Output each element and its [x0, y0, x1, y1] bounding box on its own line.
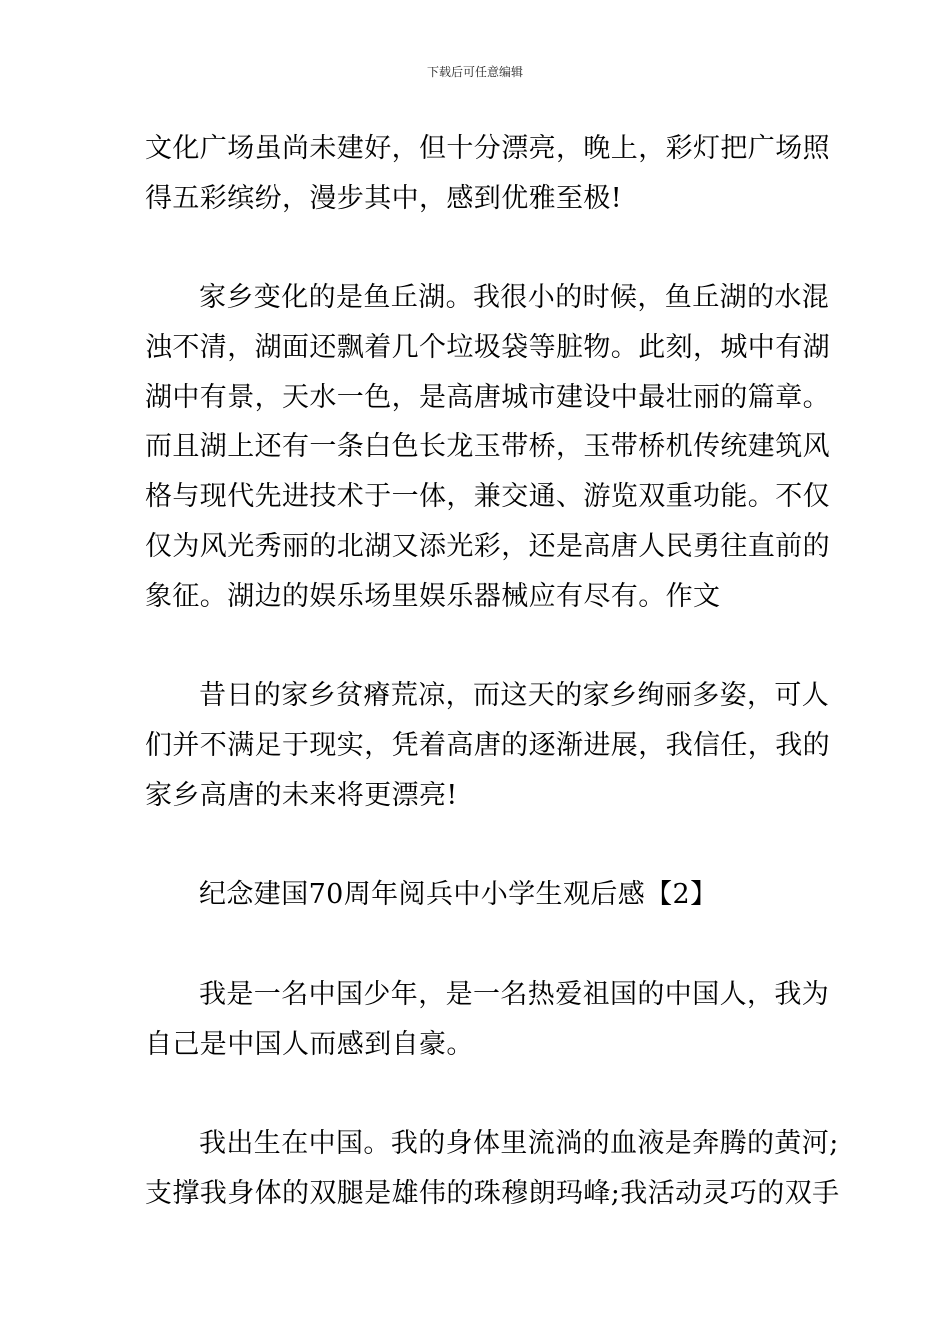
text-line: 浊不清，湖面还飘着几个垃圾袋等脏物。此刻，城中有湖 [145, 332, 830, 364]
text-line: 湖中有景，天水一色，是高唐城市建设中最壮丽的篇章。 [145, 381, 830, 413]
text-line: 们并不满足于现实，凭着高唐的逐渐进展，我信任，我的 [145, 729, 830, 761]
text-line: 格与现代先进技术于一体，兼交通、游览双重功能。不仅 [145, 481, 830, 513]
text-line: 得五彩缤纷，漫步其中，感到优雅至极! [145, 182, 623, 214]
text-line: 自己是中国人而感到自豪。 [145, 1028, 474, 1060]
document-body [145, 124, 840, 1219]
text-line: 家乡变化的是鱼丘湖。我很小的时候，鱼丘湖的水混 [199, 282, 830, 314]
text-line: 家乡高唐的未来将更漂亮! [145, 779, 458, 811]
paragraph-spacer [145, 621, 810, 671]
section-title: 纪念建国70周年阅兵中小学生观后感【2】 [199, 879, 718, 911]
text-line: 而且湖上还有一条白色长龙玉带桥，玉带桥机传统建筑风 [145, 431, 830, 463]
paragraph-spacer [145, 820, 810, 870]
paragraph-culture-square [145, 124, 830, 223]
paragraph-yuqiu-lake [145, 273, 830, 621]
text-line: 文化广场虽尚未建好，但十分漂亮，晚上，彩灯把广场照 [145, 133, 830, 164]
paragraph-spacer [145, 920, 810, 970]
section-heading [145, 870, 810, 920]
text-line: 仅为风光秀丽的北湖又添光彩，还是高唐人民勇往直前的 [145, 530, 830, 562]
paragraph-hometown-future [145, 671, 830, 820]
text-line: 支撑我身体的双腿是雄伟的珠穆朗玛峰;我活动灵巧的双手 [145, 1178, 840, 1209]
paragraph-born-in-china [145, 1119, 840, 1218]
text-line: 我出生在中国。我的身体里流淌的血液是奔腾的黄河; [199, 1128, 839, 1160]
paragraph-chinese-youth [145, 970, 830, 1069]
text-line: 我是一名中国少年，是一名热爱祖国的中国人，我为 [199, 978, 830, 1010]
text-line: 象征。湖边的娱乐场里娱乐器械应有尽有。作文 [145, 580, 721, 612]
text-line: 昔日的家乡贫瘠荒凉，而这天的家乡绚丽多姿，可人 [199, 680, 830, 712]
page-header: 下载后可任意编辑 [426, 65, 523, 79]
paragraph-spacer [145, 1069, 810, 1119]
paragraph-spacer [145, 223, 810, 273]
